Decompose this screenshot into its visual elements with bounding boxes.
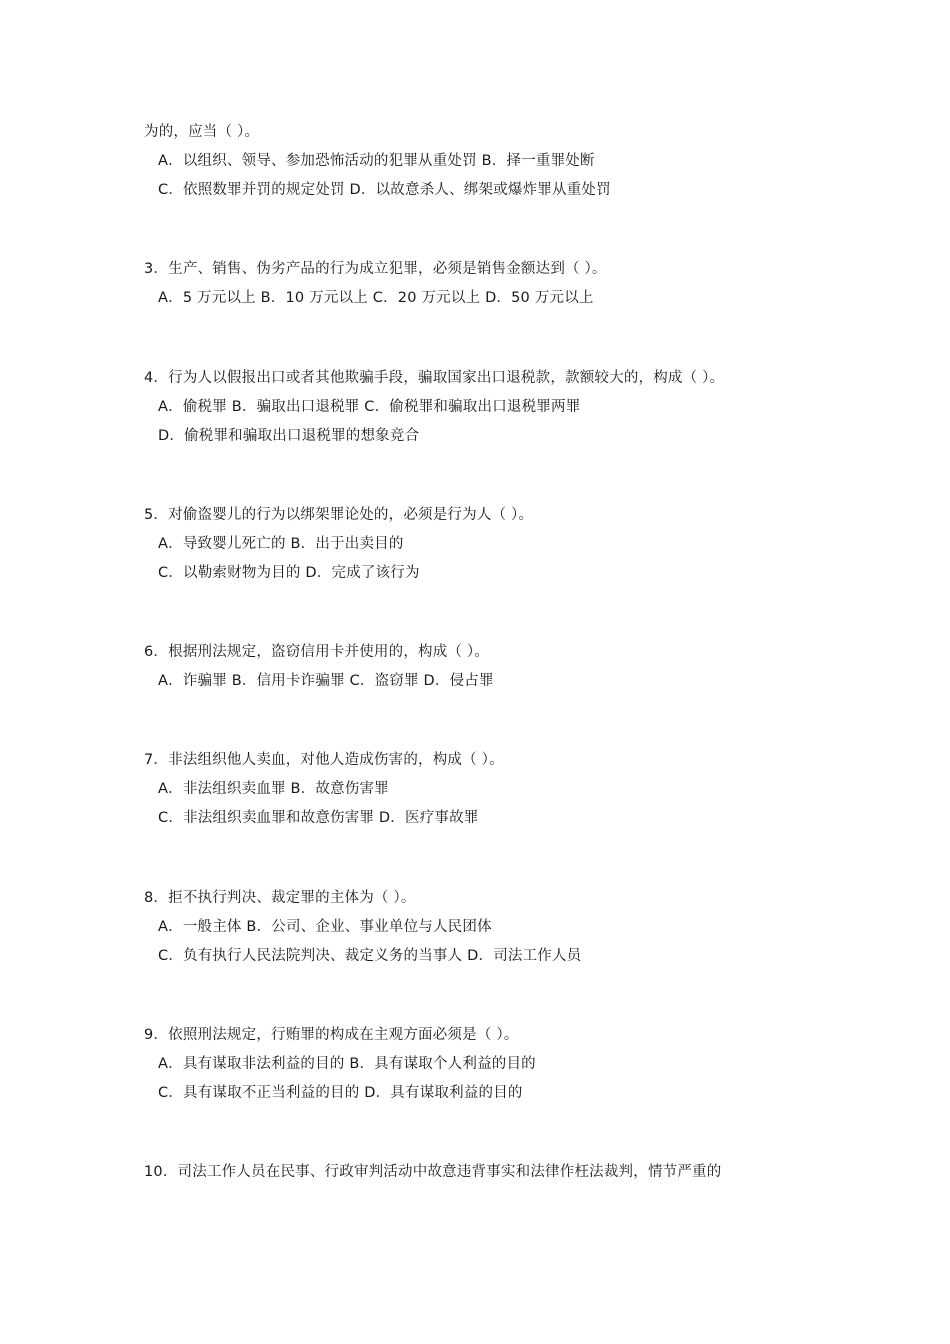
q3-options: A．5 万元以上 B．10 万元以上 C．20 万元以上 D．50 万元以上	[158, 290, 594, 306]
q3-stem: 3．生产、销售、伪劣产品的行为成立犯罪，必须是销售金额达到（ ）。	[144, 261, 607, 277]
q6-stem: 6．根据刑法规定，盗窃信用卡并使用的，构成（ ）。	[144, 644, 490, 660]
q9-stem: 9．依照刑法规定，行贿罪的构成在主观方面必须是（ ）。	[144, 1027, 519, 1043]
q9-options-cd: C．具有谋取不正当利益的目的 D．具有谋取利益的目的	[158, 1085, 523, 1101]
q4-stem: 4．行为人以假报出口或者其他欺骗手段，骗取国家出口退税款，款额较大的，构成（ ）。	[144, 370, 725, 386]
q6-options: A．诈骗罪 B．信用卡诈骗罪 C．盗窃罪 D．侵占罪	[158, 673, 494, 689]
q7-options-ab: A．非法组织卖血罪 B．故意伤害罪	[158, 781, 389, 797]
q8-options-ab: A．一般主体 B．公司、企业、事业单位与人民团体	[158, 919, 492, 935]
q5-options-cd: C．以勒索财物为目的 D．完成了该行为	[158, 565, 420, 581]
q5-options-ab: A．导致婴儿死亡的 B．出于出卖目的	[158, 536, 404, 552]
q5-stem: 5．对偷盗婴儿的行为以绑架罪论处的，必须是行为人（ ）。	[144, 507, 534, 523]
q2-options-ab: A．以组织、领导、参加恐怖活动的犯罪从重处罚 B．择一重罪处断	[158, 153, 595, 169]
q4-options-d: D．偷税罪和骗取出口退税罪的想象竞合	[158, 428, 420, 444]
q9-options-ab: A．具有谋取非法利益的目的 B．具有谋取个人利益的目的	[158, 1056, 536, 1072]
q2-stem-continued: 为的，应当（ ）。	[144, 124, 260, 140]
q8-stem: 8．拒不执行判决、裁定罪的主体为（ ）。	[144, 890, 416, 906]
q4-options-abc: A．偷税罪 B．骗取出口退税罪 C．偷税罪和骗取出口退税罪两罪	[158, 399, 581, 415]
q10-stem: 10．司法工作人员在民事、行政审判活动中故意违背事实和法律作枉法裁判，情节严重的	[144, 1164, 722, 1180]
q8-options-cd: C．负有执行人民法院判决、裁定义务的当事人 D．司法工作人员	[158, 948, 582, 964]
q2-options-cd: C．依照数罪并罚的规定处罚 D．以故意杀人、绑架或爆炸罪从重处罚	[158, 182, 611, 198]
q7-options-cd: C．非法组织卖血罪和故意伤害罪 D．医疗事故罪	[158, 810, 479, 826]
q7-stem: 7．非法组织他人卖血，对他人造成伤害的，构成（ ）。	[144, 752, 504, 768]
